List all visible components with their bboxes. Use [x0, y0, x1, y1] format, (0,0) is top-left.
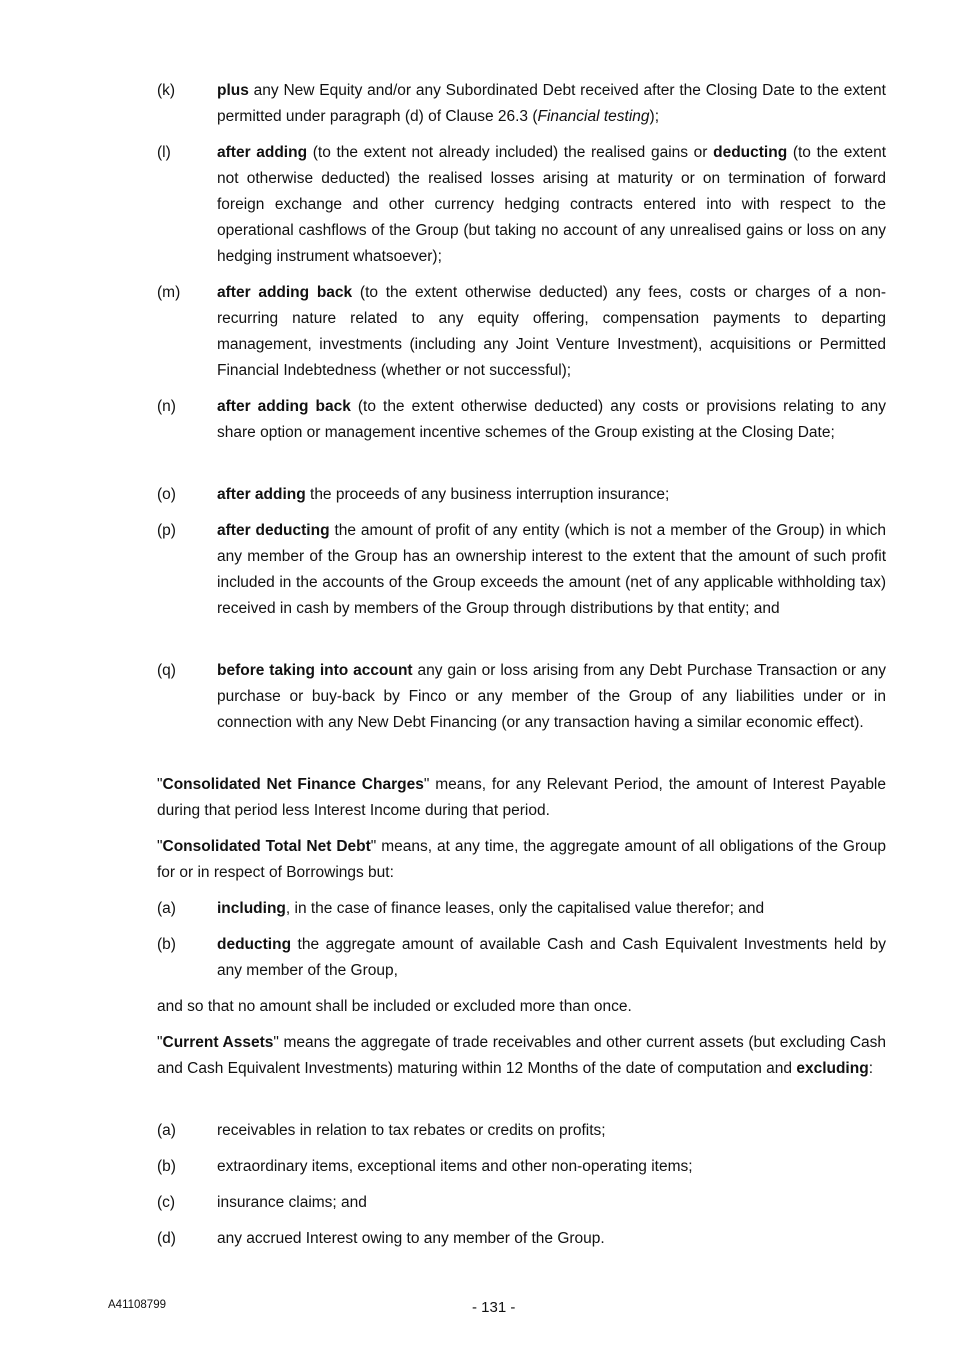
item-label: (p) [157, 522, 176, 539]
item-text: after deducting the amount of profit of any entity (which is not a member of the Group) in which any member of the Group has an ownership interest to the extent that the amount of such profit included in the accounts of the Group exceeds the amount (net of any applicable withholding tax) received in cash by members of the Group through distributions by that entity; and [217, 522, 886, 617]
document-reference: A41108799 [108, 1299, 166, 1311]
clause-item-l [157, 140, 886, 270]
item-label: (a) [157, 900, 176, 917]
item-text: after adding the proceeds of any business interruption insurance; [217, 486, 670, 503]
item-text: plus any New Equity and/or any Subordinated Debt received after the Closing Date to the extent permitted under paragraph (d) of Clause 26.3 (Financial testing); [217, 82, 886, 125]
item-text: extraordinary items, exceptional items and other non-operating items; [217, 1158, 693, 1175]
item-label: (m) [157, 284, 181, 301]
item-text: before taking into account any gain or loss arising from any Debt Purchase Transaction or any purchase or buy-back by Finco or any member of the Group of any liabilities under or in connection with any New Debt Financing (or any transaction having a similar economic effect). [217, 662, 886, 731]
item-label: (k) [157, 82, 176, 99]
ctnd-tail-text: and so that no amount shall be included or excluded more than once. [157, 998, 632, 1015]
ca-item-d [157, 1226, 886, 1252]
definition-consolidated-total-net-debt: "Consolidated Total Net Debt" means, at any time, the aggregate amount of all obligations of the Group for or in respect of Borrowings but: [157, 838, 886, 881]
clause-item-m [157, 280, 886, 384]
item-label: (c) [157, 1194, 176, 1211]
item-label: (b) [157, 936, 176, 953]
item-text: deducting the aggregate amount of available Cash and Cash Equivalent Investments held by any member of the Group, [217, 936, 886, 979]
item-text: after adding back (to the extent otherwise deducted) any fees, costs or charges of a non-recurring nature related to any equity offering, compensation payments to departing management, investments (including any Joint Venture Investment), acquisitions or Permitted Financial Indebtedness (whether or not successful); [217, 284, 887, 379]
item-text: receivables in relation to tax rebates or credits on profits; [217, 1122, 606, 1139]
clause-item-k [157, 78, 886, 130]
item-label: (n) [157, 398, 176, 415]
item-label: (l) [157, 144, 171, 161]
clause-item-n [157, 394, 886, 446]
item-text: insurance claims; and [217, 1194, 367, 1211]
ctnd-item-b [157, 932, 886, 984]
ca-item-b [157, 1154, 886, 1180]
ca-item-a [157, 1118, 886, 1144]
item-label: (b) [157, 1158, 176, 1175]
definition-current-assets: "Current Assets" means the aggregate of trade receivables and other current assets (but excluding Cash and Cash Equivalent Investments) maturing within 12 Months of the date of computation and excluding: [157, 1034, 886, 1077]
ctnd-item-a [157, 896, 886, 922]
definition-consolidated-net-finance-charges: "Consolidated Net Finance Charges" means, for any Relevant Period, the amount of Interest Payable during that period less Interest Income during that period. [157, 776, 886, 819]
clause-item-q [157, 658, 886, 736]
item-text: any accrued Interest owing to any member of the Group. [217, 1230, 605, 1247]
item-text: including, in the case of finance leases, only the capitalised value therefor; and [217, 900, 765, 917]
ca-item-c [157, 1190, 886, 1216]
item-text: after adding back (to the extent otherwise deducted) any costs or provisions relating to any share option or management incentive schemes of the Group existing at the Closing Date; [217, 398, 887, 441]
item-label: (q) [157, 662, 176, 679]
item-label: (d) [157, 1230, 176, 1247]
item-label: (a) [157, 1122, 176, 1139]
item-text: after adding (to the extent not already included) the realised gains or deducting (to the extent not otherwise deducted) the realised losses arising at maturity or on termination of forward foreign exchange and other currency hedging contracts entered into with respect to the operational cashflows of the Group (but taking no account of any unrealised gains or loss on any hedging instrument whatsoever); [217, 144, 887, 265]
page-number: - 131 - [472, 1299, 516, 1316]
item-label: (o) [157, 486, 176, 503]
clause-item-o [157, 482, 886, 508]
clause-item-p [157, 518, 886, 622]
